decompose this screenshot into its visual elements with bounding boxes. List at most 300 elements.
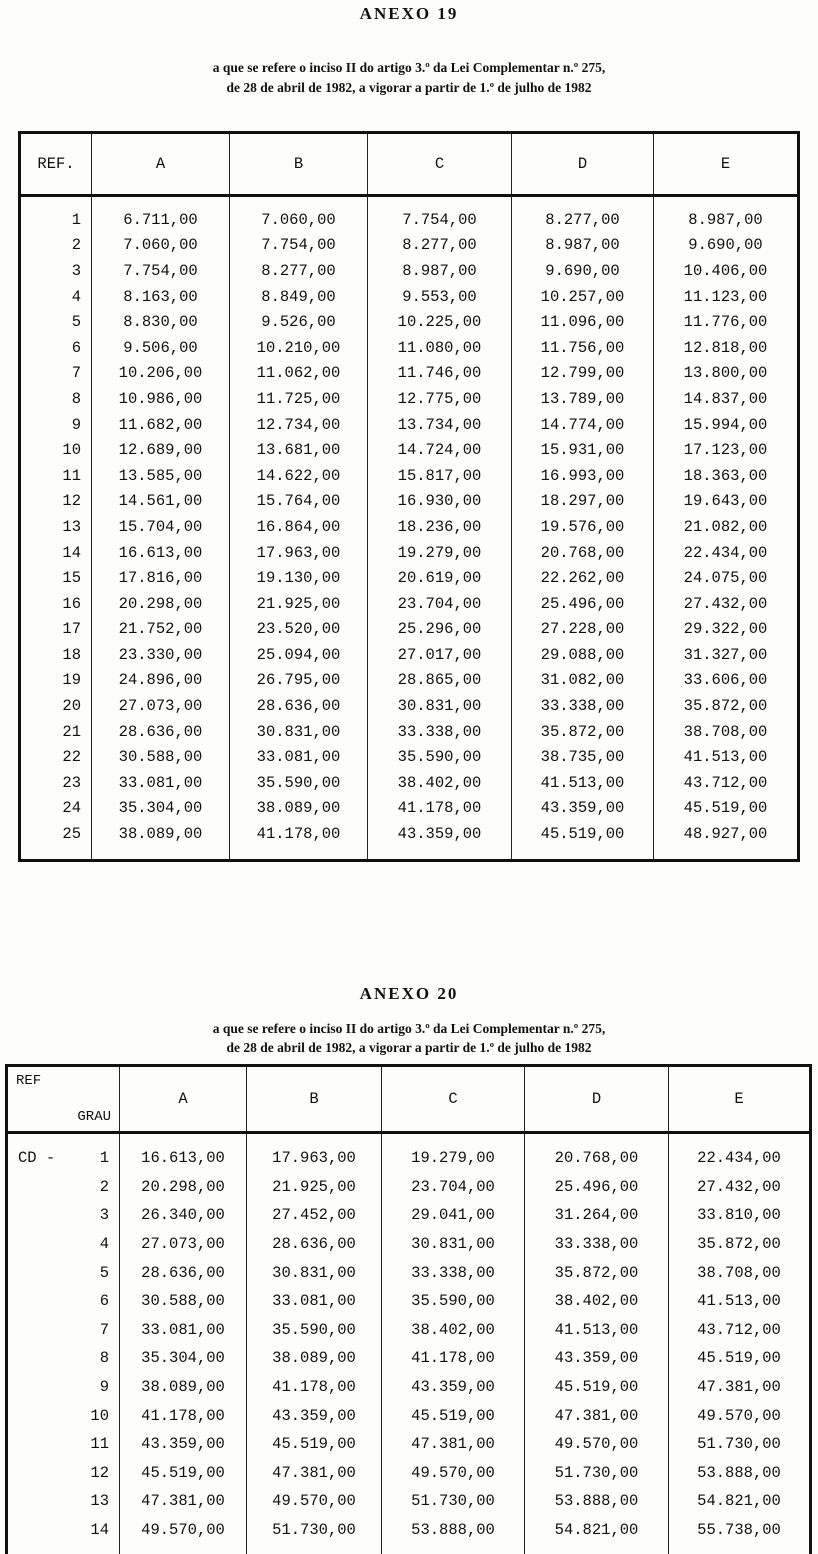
ref-cell: 4 (71, 287, 81, 306)
table-row (7, 1401, 811, 1430)
value-cell: 28.865,00 (368, 668, 512, 694)
ref-cell: 3 (71, 261, 81, 280)
value-cell: 8.987,00 (512, 233, 654, 259)
value-cell: 41.178,00 (247, 1373, 382, 1402)
value-cell: 8.987,00 (654, 196, 799, 233)
value-cell: 49.570,00 (120, 1516, 247, 1554)
value-cell: 22.434,00 (669, 1133, 811, 1173)
anexo19-title: ANEXO 19 (359, 4, 459, 23)
table-row (7, 1201, 811, 1230)
value-cell: 14.622,00 (230, 463, 368, 489)
value-cell: 45.519,00 (525, 1373, 669, 1402)
value-cell: 19.279,00 (382, 1133, 525, 1173)
value-cell: 45.519,00 (669, 1344, 811, 1373)
ref-cell: 21 (62, 722, 81, 741)
value-cell: 27.228,00 (512, 617, 654, 643)
value-cell: 53.888,00 (525, 1487, 669, 1516)
table-row (20, 617, 799, 643)
ref-cell: 6 (71, 338, 81, 357)
ref-header: REF (16, 1073, 42, 1089)
value-cell: 14.724,00 (368, 437, 512, 463)
table-row (20, 309, 799, 335)
value-cell: 12.799,00 (512, 361, 654, 387)
grau-cell (7, 1230, 120, 1259)
value-cell: 27.073,00 (92, 693, 230, 719)
value-cell: 8.277,00 (230, 258, 368, 284)
value-cell: 27.432,00 (654, 591, 799, 617)
value-cell: 7.754,00 (230, 233, 368, 259)
table-row (20, 744, 799, 770)
table-row (7, 1287, 811, 1316)
value-cell: 38.402,00 (382, 1316, 525, 1345)
ref-cell: 17 (62, 620, 81, 639)
value-cell: 11.725,00 (230, 386, 368, 412)
table-row (20, 514, 799, 540)
value-cell: 23.704,00 (382, 1173, 525, 1202)
value-cell: 7.754,00 (92, 258, 230, 284)
value-cell: 45.519,00 (120, 1459, 247, 1488)
value-cell: 27.017,00 (368, 642, 512, 668)
grau-cell (7, 1487, 120, 1516)
grau-value: 2 (99, 1177, 109, 1196)
value-cell: 49.570,00 (247, 1487, 382, 1516)
value-cell: 8.830,00 (92, 309, 230, 335)
value-cell: 45.519,00 (247, 1430, 382, 1459)
ref-cell: 14 (62, 543, 81, 562)
anexo20-title: ANEXO 20 (359, 984, 459, 1003)
grau-cell (7, 1316, 120, 1345)
table-row (7, 1230, 811, 1259)
anexo19-table (18, 131, 800, 862)
value-cell: 48.927,00 (654, 821, 799, 860)
grau-cell (7, 1430, 120, 1459)
table-row (20, 796, 799, 822)
value-cell: 25.094,00 (230, 642, 368, 668)
value-cell: 8.277,00 (368, 233, 512, 259)
value-cell: 31.327,00 (654, 642, 799, 668)
table-row (20, 412, 799, 438)
grau-cell (7, 1373, 120, 1402)
value-cell: 11.746,00 (368, 361, 512, 387)
value-cell: 47.381,00 (669, 1373, 811, 1402)
value-cell: 27.452,00 (247, 1201, 382, 1230)
grau-value: 4 (99, 1235, 109, 1254)
ref-cell: 9 (71, 415, 81, 434)
ref-grau-header (7, 1066, 120, 1133)
value-cell: 38.089,00 (230, 796, 368, 822)
column-header: B (247, 1066, 382, 1133)
value-cell: 43.359,00 (525, 1344, 669, 1373)
value-cell: 29.088,00 (512, 642, 654, 668)
table-row (20, 642, 799, 668)
value-cell: 12.689,00 (92, 437, 230, 463)
value-cell: 43.712,00 (669, 1316, 811, 1345)
value-cell: 41.513,00 (525, 1316, 669, 1345)
value-cell: 38.708,00 (669, 1258, 811, 1287)
ref-cell: 18 (62, 645, 81, 664)
value-cell: 10.257,00 (512, 284, 654, 310)
value-cell: 14.837,00 (654, 386, 799, 412)
value-cell: 22.262,00 (512, 565, 654, 591)
table-header-row (20, 133, 799, 196)
grau-cell (7, 1287, 120, 1316)
value-cell: 38.708,00 (654, 719, 799, 745)
grau-cell (7, 1344, 120, 1373)
value-cell: 38.735,00 (512, 744, 654, 770)
value-cell: 15.704,00 (92, 514, 230, 540)
value-cell: 35.590,00 (230, 770, 368, 796)
value-cell: 30.831,00 (368, 693, 512, 719)
value-cell: 7.060,00 (230, 196, 368, 233)
anexo19-subtitle-1: a que se refere o inciso II do artigo 3.º da Lei Complementar n.º 275, (212, 60, 606, 75)
value-cell: 38.402,00 (525, 1287, 669, 1316)
ref-cell: 24 (62, 799, 81, 818)
value-cell: 23.520,00 (230, 617, 368, 643)
value-cell: 51.730,00 (669, 1430, 811, 1459)
value-cell: 51.730,00 (247, 1516, 382, 1554)
value-cell: 35.590,00 (247, 1316, 382, 1345)
value-cell: 9.553,00 (368, 284, 512, 310)
value-cell: 17.123,00 (654, 437, 799, 463)
value-cell: 21.752,00 (92, 617, 230, 643)
value-cell: 38.089,00 (92, 821, 230, 860)
value-cell: 10.986,00 (92, 386, 230, 412)
value-cell: 38.089,00 (247, 1344, 382, 1373)
grau-value: 3 (99, 1206, 109, 1225)
ref-cell: 19 (62, 671, 81, 690)
table-row (7, 1344, 811, 1373)
value-cell: 47.381,00 (247, 1459, 382, 1488)
value-cell: 12.818,00 (654, 335, 799, 361)
value-cell: 9.690,00 (512, 258, 654, 284)
value-cell: 55.738,00 (669, 1516, 811, 1554)
table-row (20, 489, 799, 515)
value-cell: 11.682,00 (92, 412, 230, 438)
table-row (20, 540, 799, 566)
value-cell: 22.434,00 (654, 540, 799, 566)
value-cell: 35.872,00 (669, 1230, 811, 1259)
table-row (7, 1430, 811, 1459)
value-cell: 20.768,00 (525, 1133, 669, 1173)
value-cell: 35.872,00 (654, 693, 799, 719)
value-cell: 49.570,00 (525, 1430, 669, 1459)
value-cell: 41.178,00 (120, 1401, 247, 1430)
value-cell: 54.821,00 (525, 1516, 669, 1554)
value-cell: 38.089,00 (120, 1373, 247, 1402)
value-cell: 15.764,00 (230, 489, 368, 515)
value-cell: 18.236,00 (368, 514, 512, 540)
ref-cell: 16 (62, 594, 81, 613)
value-cell: 11.123,00 (654, 284, 799, 310)
grau-value: 6 (99, 1292, 109, 1311)
value-cell: 54.821,00 (669, 1487, 811, 1516)
value-cell: 49.570,00 (669, 1401, 811, 1430)
grau-cell (7, 1201, 120, 1230)
value-cell: 28.636,00 (230, 693, 368, 719)
value-cell: 17.963,00 (247, 1133, 382, 1173)
value-cell: 45.519,00 (382, 1401, 525, 1430)
value-cell: 18.363,00 (654, 463, 799, 489)
ref-cell: 20 (62, 697, 81, 716)
grau-cell (7, 1516, 120, 1554)
value-cell: 20.298,00 (92, 591, 230, 617)
value-cell: 49.570,00 (382, 1459, 525, 1488)
value-cell: 30.831,00 (247, 1258, 382, 1287)
column-header: D (512, 133, 654, 196)
column-header: E (669, 1066, 811, 1133)
value-cell: 16.930,00 (368, 489, 512, 515)
anexo19-subtitle-2: de 28 de abril de 1982, a vigorar a partir de 1.º de julho de 1982 (226, 80, 592, 95)
value-cell: 13.585,00 (92, 463, 230, 489)
table-row (7, 1373, 811, 1402)
column-header: C (368, 133, 512, 196)
value-cell: 30.588,00 (120, 1287, 247, 1316)
table-row (20, 719, 799, 745)
value-cell: 10.225,00 (368, 309, 512, 335)
value-cell: 43.359,00 (382, 1373, 525, 1402)
grau-value: 5 (99, 1263, 109, 1282)
value-cell: 15.994,00 (654, 412, 799, 438)
value-cell: 8.987,00 (368, 258, 512, 284)
value-cell: 35.304,00 (120, 1344, 247, 1373)
value-cell: 19.130,00 (230, 565, 368, 591)
value-cell: 27.432,00 (669, 1173, 811, 1202)
grau-cell (7, 1173, 120, 1202)
anexo20-table (5, 1064, 812, 1554)
value-cell: 13.800,00 (654, 361, 799, 387)
value-cell: 13.734,00 (368, 412, 512, 438)
value-cell: 35.304,00 (92, 796, 230, 822)
value-cell: 35.590,00 (382, 1287, 525, 1316)
value-cell: 16.613,00 (92, 540, 230, 566)
value-cell: 13.681,00 (230, 437, 368, 463)
value-cell: 33.338,00 (382, 1258, 525, 1287)
value-cell: 33.338,00 (525, 1230, 669, 1259)
value-cell: 13.789,00 (512, 386, 654, 412)
value-cell: 33.338,00 (512, 693, 654, 719)
value-cell: 11.096,00 (512, 309, 654, 335)
column-header: REF. (20, 133, 92, 196)
value-cell: 33.338,00 (368, 719, 512, 745)
value-cell: 27.073,00 (120, 1230, 247, 1259)
grau-value: 12 (90, 1463, 109, 1482)
value-cell: 45.519,00 (654, 796, 799, 822)
value-cell: 20.619,00 (368, 565, 512, 591)
ref-cell: 11 (62, 466, 81, 485)
value-cell: 33.081,00 (230, 744, 368, 770)
grau-cell (7, 1133, 120, 1173)
table-row (20, 591, 799, 617)
value-cell: 8.277,00 (512, 196, 654, 233)
table-row (20, 258, 799, 284)
grau-cell (7, 1459, 120, 1488)
value-cell: 23.704,00 (368, 591, 512, 617)
value-cell: 47.381,00 (382, 1430, 525, 1459)
column-header: B (230, 133, 368, 196)
table-row (20, 361, 799, 387)
value-cell: 12.775,00 (368, 386, 512, 412)
table-row (7, 1133, 811, 1173)
value-cell: 15.817,00 (368, 463, 512, 489)
value-cell: 47.381,00 (120, 1487, 247, 1516)
value-cell: 10.406,00 (654, 258, 799, 284)
value-cell: 16.864,00 (230, 514, 368, 540)
table-row (20, 386, 799, 412)
value-cell: 11.062,00 (230, 361, 368, 387)
value-cell: 43.359,00 (368, 821, 512, 860)
value-cell: 41.513,00 (669, 1287, 811, 1316)
value-cell: 30.588,00 (92, 744, 230, 770)
column-header: C (382, 1066, 525, 1133)
value-cell: 19.576,00 (512, 514, 654, 540)
value-cell: 18.297,00 (512, 489, 654, 515)
value-cell: 29.322,00 (654, 617, 799, 643)
ref-cell: 22 (62, 748, 81, 767)
table-row (20, 821, 799, 860)
table-row (7, 1173, 811, 1202)
value-cell: 17.963,00 (230, 540, 368, 566)
value-cell: 43.359,00 (247, 1401, 382, 1430)
table-row (7, 1516, 811, 1554)
value-cell: 41.513,00 (654, 744, 799, 770)
value-cell: 38.402,00 (368, 770, 512, 796)
value-cell: 35.872,00 (512, 719, 654, 745)
value-cell: 12.734,00 (230, 412, 368, 438)
value-cell: 30.831,00 (230, 719, 368, 745)
value-cell: 26.795,00 (230, 668, 368, 694)
ref-cell: 25 (62, 825, 81, 844)
value-cell: 43.712,00 (654, 770, 799, 796)
table-row (20, 196, 799, 233)
ref-cell: 5 (71, 313, 81, 332)
table-row (20, 565, 799, 591)
value-cell: 14.561,00 (92, 489, 230, 515)
value-cell: 33.081,00 (247, 1287, 382, 1316)
column-header: A (92, 133, 230, 196)
grau-value: 1 (99, 1149, 109, 1168)
value-cell: 14.774,00 (512, 412, 654, 438)
value-cell: 8.849,00 (230, 284, 368, 310)
value-cell: 21.082,00 (654, 514, 799, 540)
value-cell: 20.768,00 (512, 540, 654, 566)
value-cell: 25.496,00 (512, 591, 654, 617)
value-cell: 8.163,00 (92, 284, 230, 310)
table-row (7, 1316, 811, 1345)
grau-value: 8 (99, 1349, 109, 1368)
value-cell: 41.178,00 (368, 796, 512, 822)
value-cell: 51.730,00 (382, 1487, 525, 1516)
table-row (20, 335, 799, 361)
value-cell: 20.298,00 (120, 1173, 247, 1202)
ref-cell: 7 (71, 364, 81, 383)
ref-cell: 10 (62, 441, 81, 460)
table-row (7, 1487, 811, 1516)
ref-cell: 15 (62, 569, 81, 588)
value-cell: 35.590,00 (368, 744, 512, 770)
grau-header: GRAU (77, 1109, 111, 1125)
table-row (20, 770, 799, 796)
ref-cell: 13 (62, 517, 81, 536)
grau-value: 9 (99, 1378, 109, 1397)
table-row (20, 233, 799, 259)
value-cell: 16.993,00 (512, 463, 654, 489)
table-row (20, 693, 799, 719)
value-cell: 9.526,00 (230, 309, 368, 335)
value-cell: 51.730,00 (525, 1459, 669, 1488)
value-cell: 23.330,00 (92, 642, 230, 668)
value-cell: 28.636,00 (120, 1258, 247, 1287)
ref-cell: 2 (71, 236, 81, 255)
value-cell: 7.060,00 (92, 233, 230, 259)
column-header: E (654, 133, 799, 196)
value-cell: 7.754,00 (368, 196, 512, 233)
table-row (7, 1459, 811, 1488)
value-cell: 11.080,00 (368, 335, 512, 361)
grau-cell (7, 1401, 120, 1430)
value-cell: 25.496,00 (525, 1173, 669, 1202)
value-cell: 28.636,00 (92, 719, 230, 745)
value-cell: 45.519,00 (512, 821, 654, 860)
ref-cell: 23 (62, 773, 81, 792)
value-cell: 33.081,00 (92, 770, 230, 796)
table-row (7, 1258, 811, 1287)
grau-value: 14 (90, 1521, 109, 1540)
anexo20-subtitle-1: a que se refere o inciso II do artigo 3.º da Lei Complementar n.º 275, (212, 1021, 606, 1036)
value-cell: 24.896,00 (92, 668, 230, 694)
table-row (20, 463, 799, 489)
grau-value: 11 (90, 1435, 109, 1454)
value-cell: 30.831,00 (382, 1230, 525, 1259)
grau-value: 13 (90, 1492, 109, 1511)
ref-cell: 1 (71, 210, 81, 229)
value-cell: 11.776,00 (654, 309, 799, 335)
value-cell: 33.081,00 (120, 1316, 247, 1345)
ref-cell: 8 (71, 389, 81, 408)
value-cell: 29.041,00 (382, 1201, 525, 1230)
value-cell: 19.643,00 (654, 489, 799, 515)
value-cell: 43.359,00 (512, 796, 654, 822)
value-cell: 41.178,00 (230, 821, 368, 860)
value-cell: 35.872,00 (525, 1258, 669, 1287)
grau-value: 10 (90, 1406, 109, 1425)
value-cell: 25.296,00 (368, 617, 512, 643)
table-row (20, 284, 799, 310)
value-cell: 53.888,00 (382, 1516, 525, 1554)
grau-value: 7 (99, 1320, 109, 1339)
value-cell: 33.606,00 (654, 668, 799, 694)
table-row (20, 668, 799, 694)
value-cell: 9.506,00 (92, 335, 230, 361)
table-row (20, 437, 799, 463)
column-header: A (120, 1066, 247, 1133)
value-cell: 10.206,00 (92, 361, 230, 387)
value-cell: 19.279,00 (368, 540, 512, 566)
value-cell: 47.381,00 (525, 1401, 669, 1430)
value-cell: 21.925,00 (230, 591, 368, 617)
grau-cell (7, 1258, 120, 1287)
value-cell: 53.888,00 (669, 1459, 811, 1488)
value-cell: 21.925,00 (247, 1173, 382, 1202)
value-cell: 33.810,00 (669, 1201, 811, 1230)
ref-cell: 12 (62, 492, 81, 511)
value-cell: 16.613,00 (120, 1133, 247, 1173)
value-cell: 43.359,00 (120, 1430, 247, 1459)
value-cell: 28.636,00 (247, 1230, 382, 1259)
value-cell: 9.690,00 (654, 233, 799, 259)
value-cell: 6.711,00 (92, 196, 230, 233)
value-cell: 31.082,00 (512, 668, 654, 694)
value-cell: 31.264,00 (525, 1201, 669, 1230)
